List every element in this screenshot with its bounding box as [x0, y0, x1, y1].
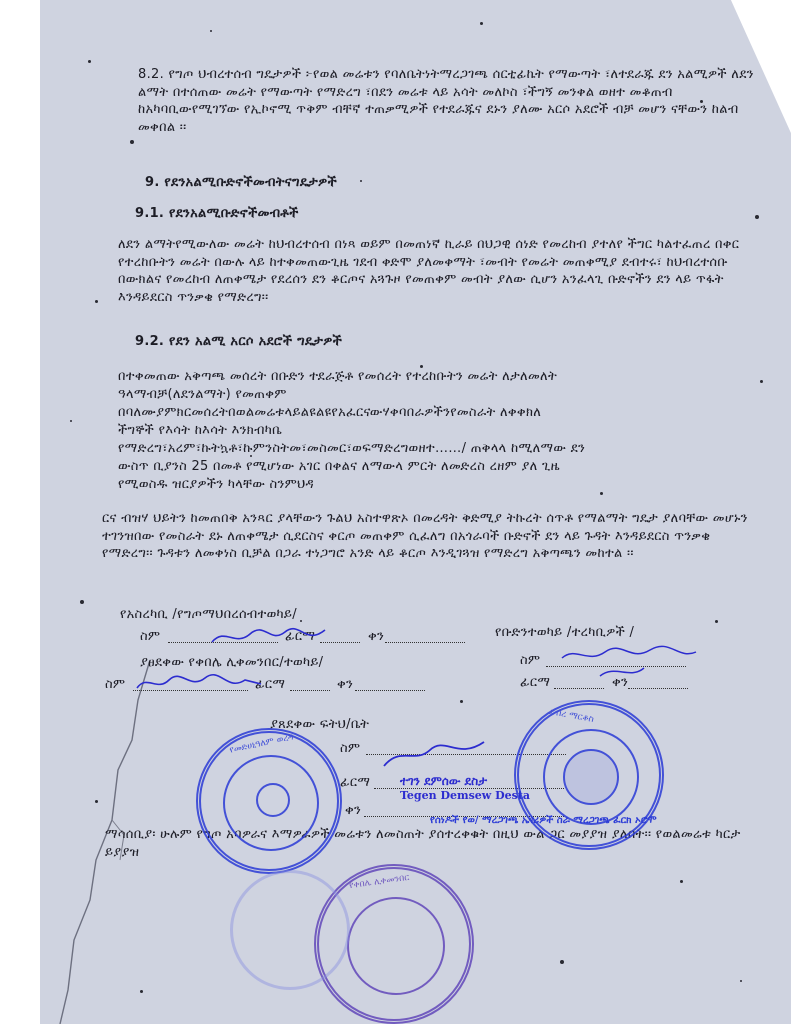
date-label: ቀን: [337, 677, 354, 692]
bottom-seal-text: የቀበሌ ሊቀመንበር: [348, 872, 410, 892]
section-9-2-line: በተቀመጠው አቅጣጫ መሰረት በቡድን ተደራጅቶ የመሰረት የተረከቡትን መሬት ለታለመለት: [118, 369, 558, 384]
heading-section-9: 9. የደንአልሚቡድኖችመብትናግዴታዎች: [145, 175, 337, 190]
date-label: ቀን: [368, 629, 385, 644]
section-9-3-text: ርና ብዝሃ ህይትን ከመጠበቅ አንጻር ያላቸውን ጉልህ አስተዋጽኦ በመረዳት ቅድሚያ ትኩረት ሰጥቶ የማልማት ግዴታ ያለባቸው መሆኑን ተገንዝበው የመስራት ደኑ ለጠቀሜታ ሲደርስና ቀርጦ መጠቀም ሲፈለግ በአጎራባች ቡድኖች ደን ላይ ጉዳት እንዳይደርስ ጥንቃቄ የማድረግ፡፡ ጉዳቱን ለመቀነስ ቢቻል በጋራ ተነጋግሮ አንድ ላይ ቆርጦ እንዲገጓዝ የማድረግ አቅጣጫን መከተል ፡፡: [102, 511, 753, 561]
name-label: ስም: [340, 741, 361, 756]
signature-label: ፊርማ: [340, 775, 371, 790]
official-name-stamp: [400, 774, 530, 802]
name-label: ስም: [140, 629, 161, 644]
section-9-1-text: ለደን ልማትየሚውለው መሬት ከህብረተሰብ በነጻ ወይም በመጠነኛ ኪራይ በህጋዊ ሰነድ የመረከብ ያተለየ ችግር ካልተፈጠረ በቀር የተረከቡትን መሬት በውሉ ላይ ከተቀመጠውጊዜ ገደብ ቀድሞ ያለመቀማት ፣መብት የመሬት መጠቀሚያ ደብተሩ፣ ከህብረተሰቡ በውክልና የመረከብ ለጠቀሜታ የደረሰን ደን ቆርጦና አጓጉዞ የመጠቀም መብት ያለው ሲሆን አንፈላጊ ቡድኖችን ደን ላይ ጥፋት እንዳይደርስ ጥንቃቄ የማድረግ፡፡: [118, 237, 744, 305]
group-rep-label: የቡድንተወካይ /ተረካቢዎች /: [495, 625, 635, 640]
official-title-stamp: የሰነዶች የወ/ ማረጋገጫ ኤናሪዎች ስራ ማረጋገጫ ፈርክ ኦሮሞ: [430, 815, 657, 826]
group-rep-handwriting: [560, 644, 700, 684]
sheep-rep-label: ያፀደቀው የቀበሌ ሊቀመንበር/ተወካይ/: [140, 655, 324, 670]
right-seal-text: ደብረ ማርቆስ: [548, 707, 595, 725]
approver-label: ያጸደቀው ፍትህ/ቤት: [270, 717, 370, 732]
community-rep-label: የአስረካቢ /የግጦማህበረሰብተወካይ/: [120, 607, 297, 622]
date-label: ቀን: [612, 675, 629, 690]
signature-label: ፊርማ: [285, 629, 316, 644]
faded-seal-stamp: [230, 870, 350, 990]
section-9-2-line: ውስጥ ቢያንስ 25 በመቶ የሚሆነው አገር በቀልና ለማውላ ምርት ለመድረስ ረዘም ያለ ጊዜ: [118, 459, 560, 474]
left-seal-text: የመድሀኒዓለም ወረዳ: [228, 732, 295, 756]
sheep-rep-handwriting: [135, 670, 265, 698]
signature-label: ፊርማ: [520, 675, 551, 690]
heading-section-9-1: 9.1. የደንአልሚቡድኖችመብቶች: [135, 206, 299, 221]
official-name: ተገን ደምሰው ደስታ: [400, 774, 488, 788]
left-seal-stamp: [196, 728, 342, 874]
community-rep-handwriting: [210, 622, 330, 652]
heading-section-9-2: 9.2. የደን አልሚ አርሶ አደሮች ግዴታዎች: [135, 334, 343, 349]
date-label: ቀን: [345, 803, 362, 818]
attachment-note: ማሳሰቢያ፡ ሁሉም የግጦ አባዎራና እማዎራዎች መሬቱን ለመስጠት ያሰተረቀቁት በዚህ ውል ጋር መያያዝ ያለበት፡፡ የወልመሬቱ ካርታ ይያያዝ: [105, 827, 745, 860]
right-seal-stamp: [514, 700, 664, 850]
section-8-2-text: 8.2. የግጦ ህብረተሰብ ግዴታዎች ፦የወል መሬቱን የባለቤትነትማረጋገጫ ሰርቲፊኬት የማውጣት ፣ለተደራጁ ደን አልሚዎች ለደን ልማት በተሰጠው መሬት የማውጣት የማድረግ ፣በደን መሬቱ ላይ አሳት መለኮስ ፣ችግኝ መንቀል ወዘተ መቆጠብ ከአካባቢውየሚገኘው የኢኮኖሚ ጥቅም ብቸኛ ተጠቃሚዎች የተደራጁና ደኑን ያለሙ አርሶ አደሮች ብቻ መሆን ናቸውን ከልብ መቀበል ፡፡: [138, 67, 759, 135]
section-9-2-line: የሚወስዱ ዝርያዎችን ካላቸው ስንምህዳ: [118, 477, 314, 492]
name-label: ስም: [105, 677, 126, 692]
approver-handwriting: [380, 736, 490, 776]
section-9-2-line: ችግኞች የእሳት ከእሳት እንክብካቤ: [118, 423, 283, 438]
name-label: ስም: [520, 653, 541, 668]
section-9-2-line: በባለሙያምክርመሰረትበወልመሬቱላይልዩልዩየአፈርናውሃቀባበራዎችንየመስራት ለቀቀክለ: [118, 405, 542, 420]
section-9-2-line: የማድረግ፣አረም፣ኩትኳቶ፣ኩምንስትመ፣መስመር፣ወፍማድረግወዘተ……/ ጠቅላላ ከሚለማው ደን: [118, 441, 586, 456]
section-9-2-line: ዓላማብቻ(ለደንልማት) የመጠቀም: [118, 387, 287, 402]
signature-label: ፊርማ: [255, 677, 286, 692]
official-name-latin: Tegen Demsew Desta: [400, 789, 531, 802]
